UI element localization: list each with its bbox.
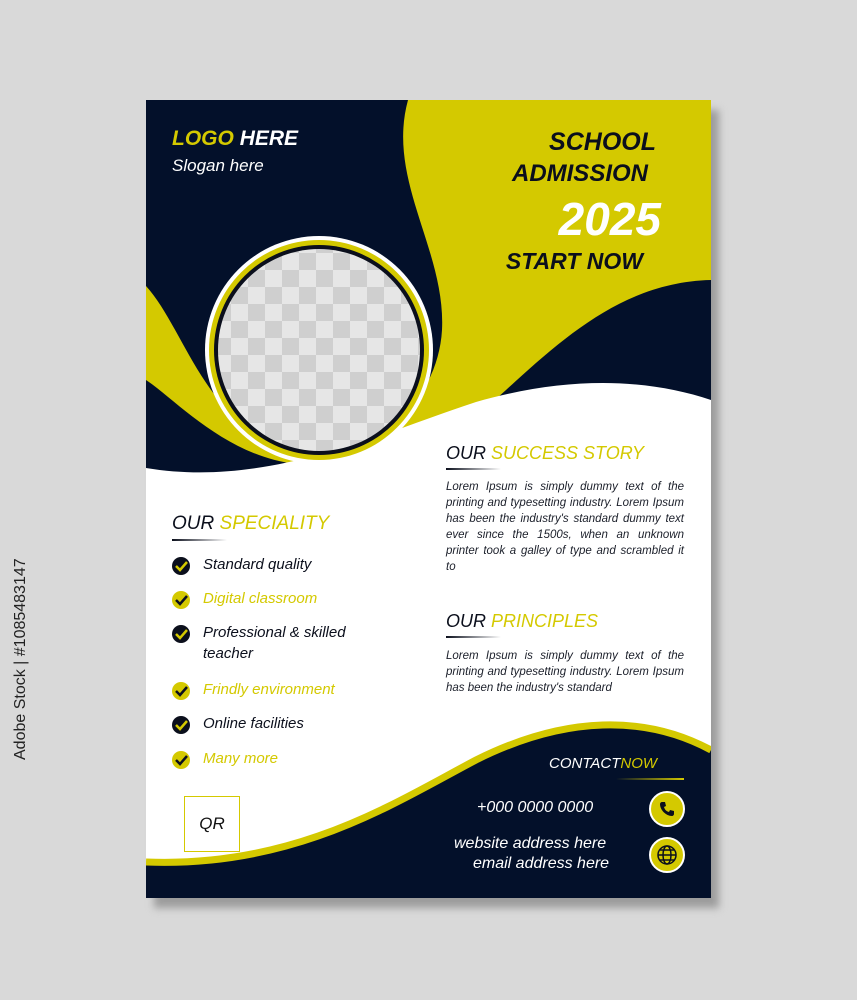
- success-text: Lorem Ipsum is simply dummy text of the printing and typesetting industry. Lorem Ipsum has been the industry's standard dummy text ever since the 1500s, when an unknown printer took a galley of type and scrambled it to: [446, 481, 684, 573]
- principles-underline: [446, 636, 501, 638]
- check-icon: [172, 751, 190, 769]
- contact-phone[interactable]: +000 0000 0000: [477, 799, 594, 816]
- speciality-title: [172, 513, 329, 535]
- globe-icon: [649, 837, 685, 873]
- success-title-a: OUR: [446, 443, 486, 463]
- headline-line-2: ADMISSION: [511, 160, 648, 187]
- logo: [172, 127, 298, 151]
- speciality-item: Online facilities: [203, 715, 304, 732]
- check-icon: [172, 716, 190, 734]
- slogan: Slogan here: [172, 156, 264, 175]
- speciality-item: Professional & skilled: [203, 624, 346, 641]
- principles-title-b: PRINCIPLES: [491, 611, 599, 631]
- check-icon: [172, 682, 190, 700]
- logo-word-1: LOGO: [172, 127, 234, 150]
- headline-year: 2025: [558, 193, 661, 245]
- phone-icon: [649, 791, 685, 827]
- qr-code-placeholder: QR: [184, 796, 240, 852]
- speciality-item: Many more: [203, 750, 279, 767]
- headline-line-1: SCHOOL: [549, 128, 656, 156]
- logo-word-2: HERE: [239, 127, 299, 150]
- check-icon: [172, 625, 190, 643]
- success-title-b: SUCCESS STORY: [491, 443, 645, 463]
- speciality-item-continued: teacher: [203, 645, 254, 662]
- speciality-title-b: SPECIALITY: [219, 513, 330, 534]
- speciality-title-a: OUR: [172, 513, 215, 534]
- speciality-item: Frindly environment: [203, 681, 335, 698]
- success-title: [446, 443, 644, 464]
- check-icon: [172, 557, 190, 575]
- speciality-item: Standard quality: [203, 556, 312, 573]
- check-icon: [172, 591, 190, 609]
- speciality-item: Digital classroom: [203, 590, 318, 607]
- speciality-underline: [172, 539, 227, 541]
- success-underline: [446, 468, 501, 470]
- principles-title-a: OUR: [446, 611, 486, 631]
- contact-underline: [616, 778, 684, 780]
- stock-id-label: Adobe Stock | #1085483147: [12, 558, 29, 760]
- contact-title-a: CONTACT: [549, 755, 621, 772]
- principles-text: Lorem Ipsum is simply dummy text of the printing and typesetting industry. Lorem Ipsum has been the industry's standard: [446, 650, 684, 694]
- contact-email[interactable]: email address here: [473, 855, 610, 872]
- principles-title: [446, 611, 598, 632]
- headline-cta: START NOW: [505, 248, 643, 274]
- contact-title: [549, 755, 657, 772]
- photo-placeholder: [205, 236, 433, 464]
- flyer: [146, 100, 711, 898]
- contact-website[interactable]: website address here: [454, 835, 607, 852]
- contact-title-b: NOW: [620, 755, 658, 772]
